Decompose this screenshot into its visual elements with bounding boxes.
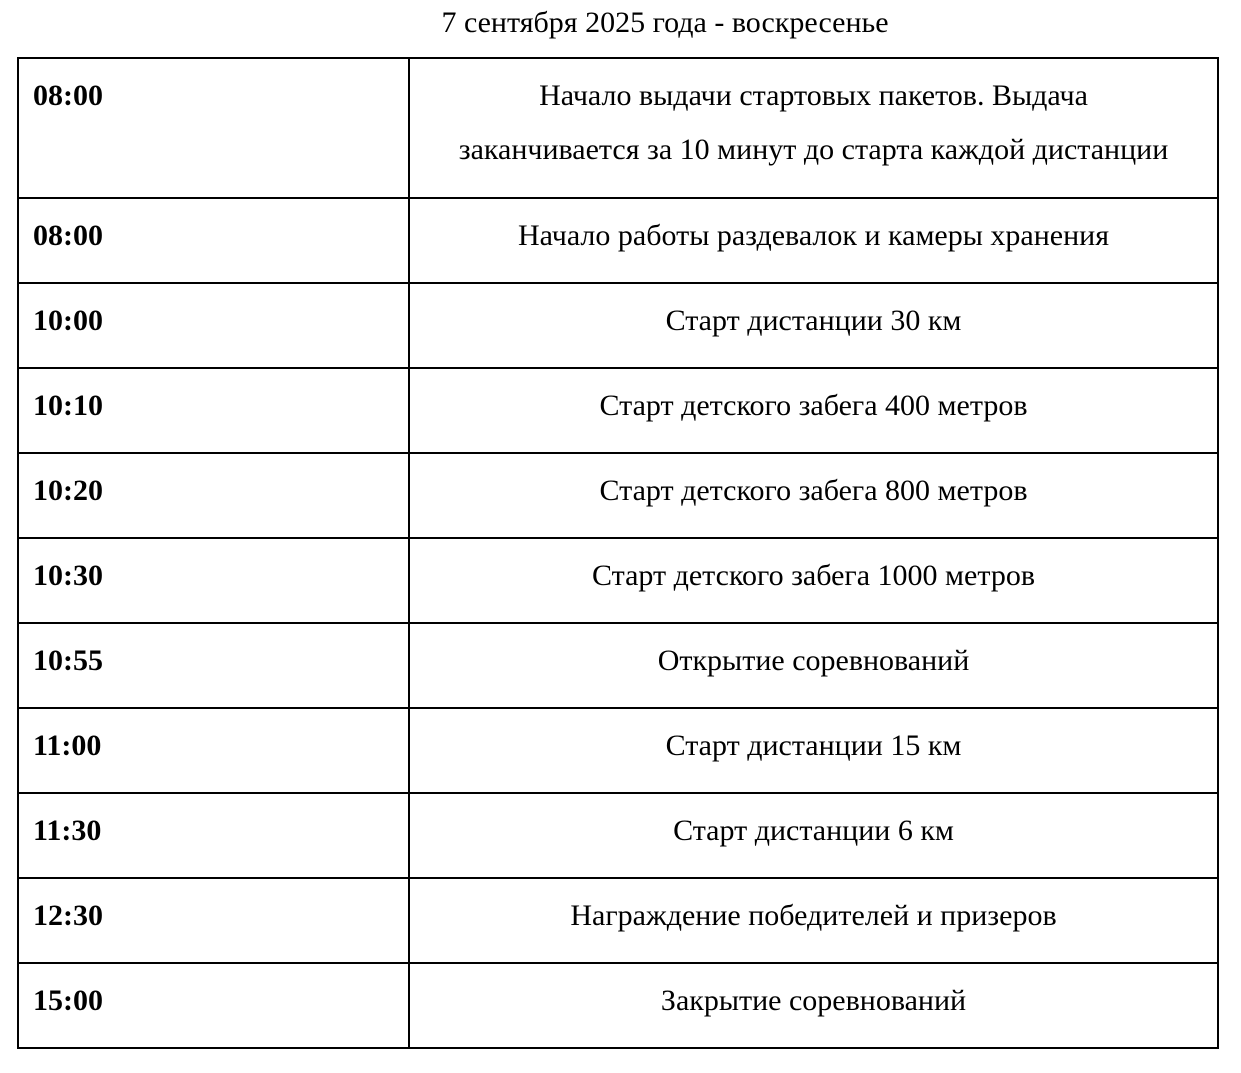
table-row bbox=[18, 793, 1218, 878]
time-cell: 10:30 bbox=[18, 538, 409, 623]
table-row bbox=[18, 453, 1218, 538]
time-cell: 08:00 bbox=[18, 58, 409, 198]
event-text-line: Начало выдачи стартовых пакетов. Выдача bbox=[539, 79, 1088, 112]
event-cell: Закрытие соревнований bbox=[409, 963, 1218, 1048]
table-row bbox=[18, 283, 1218, 368]
time-cell: 10:55 bbox=[18, 623, 409, 708]
time-cell: 12:30 bbox=[18, 878, 409, 963]
time-cell: 08:00 bbox=[18, 198, 409, 283]
event-cell: Открытие соревнований bbox=[409, 623, 1218, 708]
table-row bbox=[18, 708, 1218, 793]
table-row bbox=[18, 198, 1218, 283]
event-cell: Старт дистанции 30 км bbox=[409, 283, 1218, 368]
event-cell: Старт детского забега 400 метров bbox=[409, 368, 1218, 453]
table-row bbox=[18, 368, 1218, 453]
page-title: 7 сентября 2025 года - воскресенье bbox=[441, 6, 889, 39]
event-cell: Старт детского забега 1000 метров bbox=[409, 538, 1218, 623]
time-cell: 10:00 bbox=[18, 283, 409, 368]
event-cell: Старт детского забега 800 метров bbox=[409, 453, 1218, 538]
table-row bbox=[18, 878, 1218, 963]
time-cell: 11:00 bbox=[18, 708, 409, 793]
schedule-table bbox=[17, 57, 1219, 1049]
event-cell: Награждение победителей и призеров bbox=[409, 878, 1218, 963]
time-cell: 10:10 bbox=[18, 368, 409, 453]
event-cell: Начало работы раздевалок и камеры хранения bbox=[409, 198, 1218, 283]
table-row bbox=[18, 623, 1218, 708]
event-cell: Старт дистанции 15 км bbox=[409, 708, 1218, 793]
event-cell bbox=[409, 58, 1218, 198]
time-cell: 10:20 bbox=[18, 453, 409, 538]
table-row bbox=[18, 538, 1218, 623]
table-row bbox=[18, 58, 1218, 198]
table-row bbox=[18, 963, 1218, 1048]
event-text-line: заканчивается за 10 минут до старта каждой дистанции bbox=[458, 133, 1169, 166]
event-cell: Старт дистанции 6 км bbox=[409, 793, 1218, 878]
time-cell: 15:00 bbox=[18, 963, 409, 1048]
time-cell: 11:30 bbox=[18, 793, 409, 878]
